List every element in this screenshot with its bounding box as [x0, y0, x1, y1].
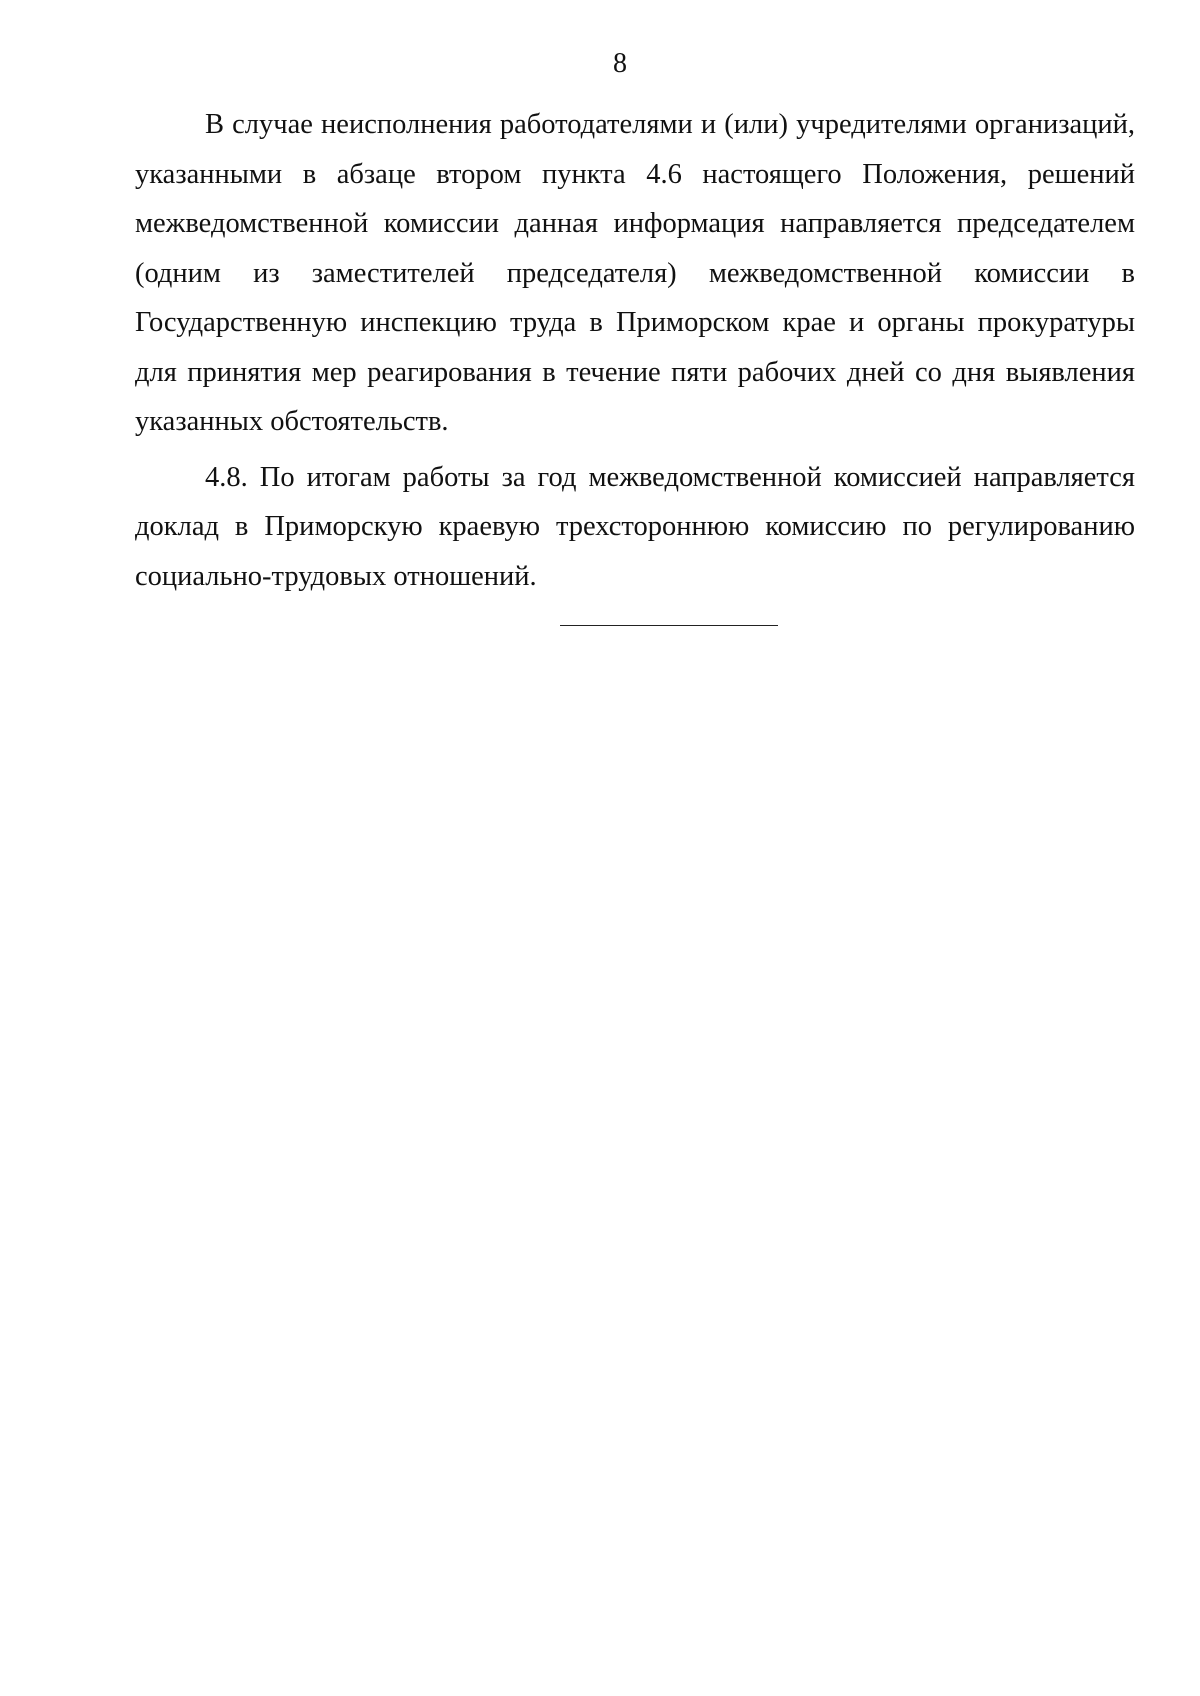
end-of-document-rule: [560, 625, 778, 626]
paragraph-non-compliance: В случае неисполнения работодателями и (или) учредителями организаций, указанными в абзаце втором пункта 4.6 настоящего Положения, решений межведомственной комиссии данная информация направляется председателем (одним из заместителей председателя) межведомственной комиссии в Государственную инспекцию труда в Приморском крае и органы прокуратуры для принятия мер реагирования в течение пяти рабочих дней со дня выявления указанных обстоятельств.: [135, 109, 1135, 437]
page-number: 8: [613, 48, 627, 79]
paragraph-4-8-annual-report: 4.8. По итогам работы за год межведомственной комиссией направляется доклад в Приморскую краевую трехстороннюю комиссию по регулированию социально-трудовых отношений.: [135, 461, 1135, 592]
document-body: [135, 100, 1135, 601]
